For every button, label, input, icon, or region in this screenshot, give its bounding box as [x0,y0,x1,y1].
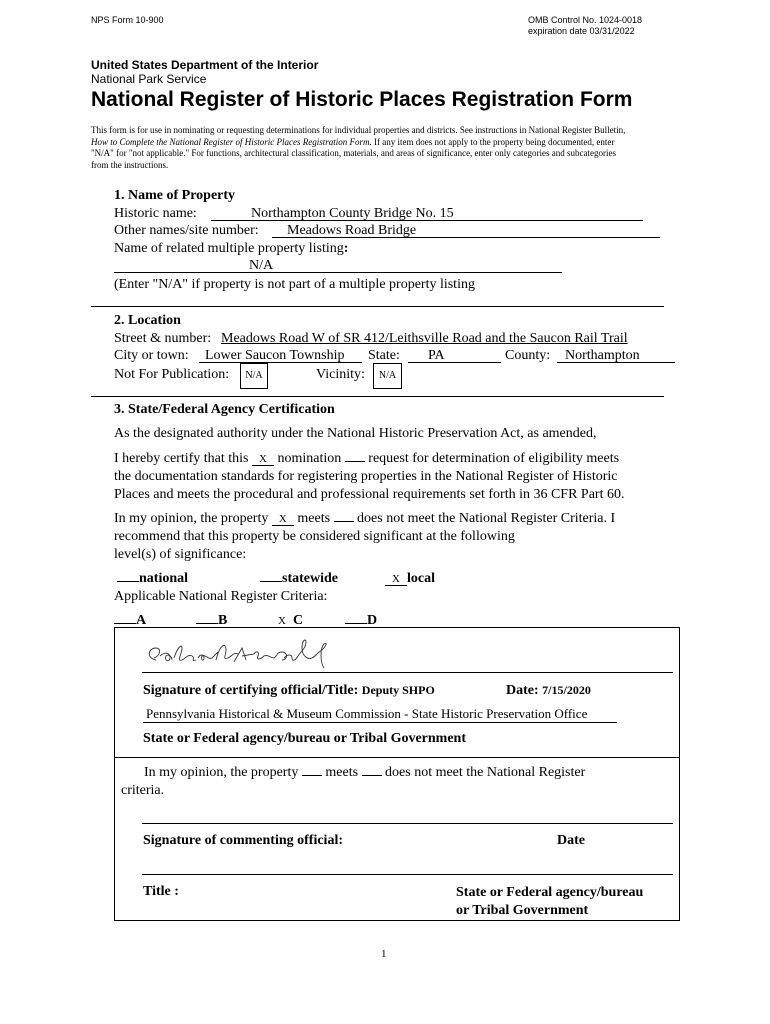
historic-name-row [114,205,197,222]
section-divider [91,306,664,307]
related-listing-label: Name of related multiple property listing [114,241,344,256]
commenting-agency-label-1: State or Federal agency/bureau [456,885,644,900]
commenting-signature-label: Signature of commenting official: [143,833,343,848]
level-local-label: local [407,571,435,586]
authority-statement: As the designated authority under the National Historic Preservation Act, as amended, [114,426,597,441]
level-national-label: national [139,571,189,586]
commenting-title-label: Title : [143,884,179,899]
page-title: National Register of Historic Places Registration Form [91,88,633,111]
page-number: 1 [381,948,387,960]
intro-line-2 [91,137,625,149]
agency-label: State or Federal agency/bureau or Tribal Government [143,731,467,746]
intro-line-3: "N/A" for "not applicable." For functions, architectural classification, materials, and areas of significance, enter only categories and subcategories [91,148,617,158]
commenting-title-line [142,874,673,875]
historic-name-label: Historic name: [114,206,197,221]
state-label: State: [368,348,400,363]
section-2-heading: 2. Location [114,313,181,328]
state-field[interactable] [408,347,501,363]
certify-line-3: Places and meets the procedural and professional requirements set forth in 36 CFR Part 60. [114,487,625,502]
criterion-d-label: D [367,613,378,628]
criterion-d-checkmark[interactable] [345,623,367,624]
historic-name-value: Northampton County Bridge No. 15 [251,206,454,221]
agency-value: Pennsylvania Historical & Museum Commission - State Historic Preservation Office [146,706,588,721]
level-national-checkmark[interactable] [117,581,139,582]
certify-text-b: nomination [277,451,342,466]
historic-name-field[interactable] [211,205,643,221]
other-names-value: Meadows Road Bridge [287,223,417,238]
city-field[interactable] [199,347,362,363]
street-number-label: Street & number: [114,331,212,346]
opinion-line-2: recommend that this property be considered significant at the following [114,529,515,544]
agency-field[interactable] [143,706,617,723]
certify-text-a: I hereby certify that this [114,451,249,466]
vicinity-label: Vicinity: [316,367,365,382]
form-number: NPS Form 10-900 [91,15,164,25]
certifying-date-label: Date: [506,683,539,698]
level-statewide-label: statewide [282,571,338,586]
certify-line-2: the documentation standards for registering properties in the National Register of Historic [114,469,618,484]
commenting-agency-label-2: or Tribal Government [456,903,589,918]
intro-text [91,125,625,171]
commenting-does-not-meet-checkmark[interactable] [362,775,382,776]
level-statewide[interactable] [260,570,338,587]
meets-checkmark[interactable]: X [272,513,294,526]
criterion-c-checkmark[interactable]: X [271,615,293,628]
signature-image [142,634,342,672]
section-1-heading: 1. Name of Property [114,188,236,203]
vicinity-box[interactable] [373,363,402,389]
opinion-line-3: level(s) of significance: [114,547,247,562]
certifying-date-value: 7/15/2020 [542,683,591,697]
county-value: Northampton [565,348,640,363]
certifying-signature-label: Signature of certifying official/Title: [143,683,359,698]
criterion-b-label: B [218,613,228,628]
commenting-signature-line [142,823,673,824]
city-value: Lower Saucon Township [205,348,345,363]
not-for-publication-box[interactable] [240,363,268,389]
expiration-date: expiration date 03/31/2022 [528,26,635,36]
certifying-title-value: Deputy SHPO [361,683,435,697]
section-divider [91,396,664,397]
related-listing-label-row [114,240,348,257]
opinion-text-b: meets [297,511,331,526]
enter-na-note: (Enter "N/A" if property is not part of a multiple property listing [114,277,475,292]
service-name: National Park Service [91,72,207,86]
section-3-heading: 3. State/Federal Agency Certification [114,402,335,417]
not-for-publication-label: Not For Publication: [114,367,230,382]
commenting-agency-label [456,884,643,920]
other-names-label: Other names/site number: [114,223,259,238]
bulletin-title: How to Complete the National Register of Historic Places Registration Form. [91,136,372,147]
other-names-field[interactable] [272,222,660,238]
certify-line-1 [114,450,619,467]
opinion-text-c: does not meet the National Register Criteria. I [357,511,616,526]
not-for-publication-value: N/A [245,370,263,381]
commenting-date-label: Date [557,833,585,848]
commenting-meets-checkmark[interactable] [302,775,322,776]
commenting-opinion-line-1 [144,764,585,781]
handwritten-signature [142,634,342,672]
criteria-label: Applicable National Register Criteria: [114,589,328,604]
county-field[interactable] [557,347,675,363]
related-listing-value: N/A [249,258,274,273]
opinion-line-1 [114,510,615,527]
commenting-opinion-text-b: meets [325,765,359,780]
commenting-opinion-text-a: In my opinion, the property [144,765,299,780]
level-local[interactable] [385,570,435,587]
criterion-b-checkmark[interactable] [196,623,218,624]
level-statewide-checkmark[interactable] [260,581,282,582]
criterion-a-label: A [136,613,147,628]
criterion-a-checkmark[interactable] [114,623,136,624]
certifying-date-row [506,683,591,699]
street-number-value[interactable]: Meadows Road W of SR 412/Leithsville Road and the Saucon Rail Trail [221,331,628,346]
related-listing-colon: : [343,241,349,256]
department-name: United States Department of the Interior [91,58,319,72]
intro-line-1: This form is for use in nominating or requesting determinations for individual properties and districts. See instructions in National Register Bulletin, [91,125,626,135]
vicinity-value: N/A [378,370,397,381]
county-label: County: [505,348,551,363]
level-national[interactable] [117,570,188,587]
certify-text-c: request for determination of eligibility meets [368,451,620,466]
intro-line-4: from the instructions. [91,159,169,170]
nomination-checkmark[interactable]: X [252,453,274,466]
request-checkmark[interactable] [345,461,365,462]
criterion-c-label: C [293,613,304,628]
commenting-opinion-text-c: does not meet the National Register [385,765,586,780]
certifying-signature-label-row [143,683,435,699]
signature-line [142,672,673,673]
related-listing-field[interactable] [114,257,562,273]
level-local-checkmark[interactable]: X [385,573,407,586]
opinion-text-a: In my opinion, the property [114,511,269,526]
intro-line-2-rest: If any item does not apply to the property being documented, enter [371,136,615,147]
city-label: City or town: [114,348,189,363]
commenting-opinion-line-2: criteria. [121,783,165,798]
state-value: PA [428,348,445,363]
omb-control-number: OMB Control No. 1024-0018 [528,15,643,25]
does-not-meet-checkmark[interactable] [334,521,354,522]
